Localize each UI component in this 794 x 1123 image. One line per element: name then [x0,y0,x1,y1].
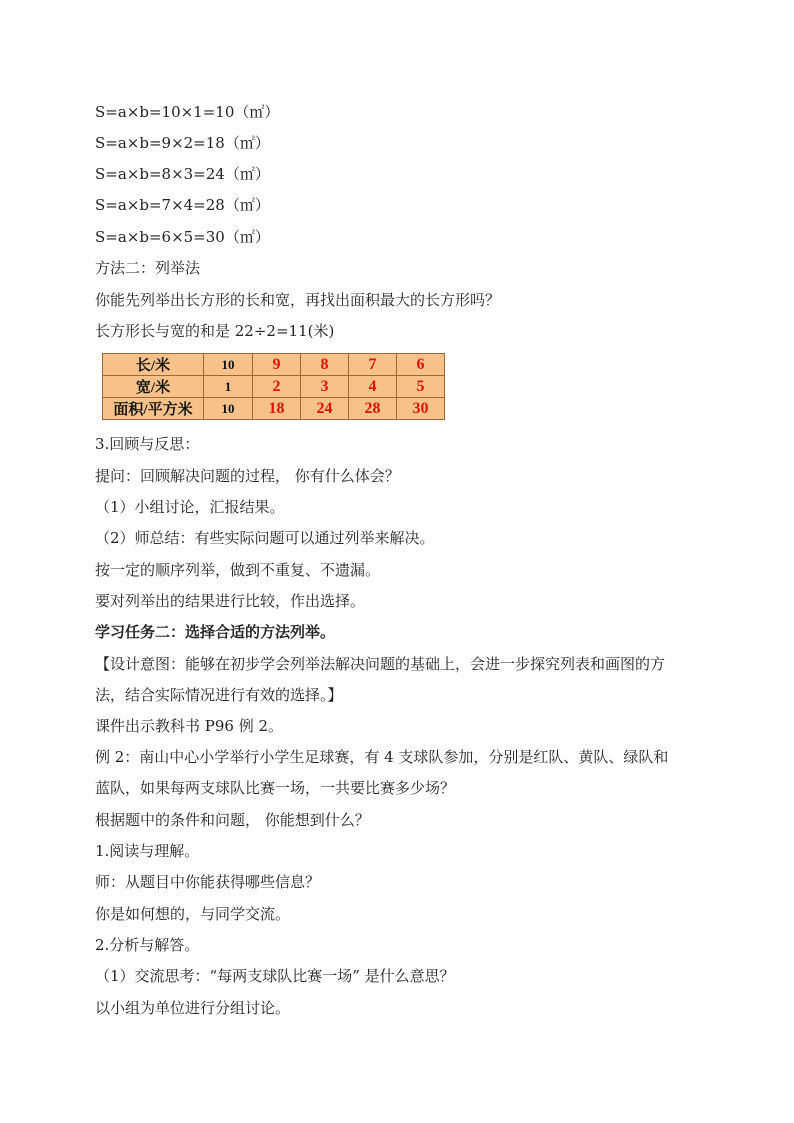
table-cell: 3 [301,376,349,398]
review-item-3: 按一定的顺序列举，做到不重复、不遗漏。 [95,561,381,579]
table-row [103,354,445,376]
design-intent-line-1: 【设计意图：能够在初步学会列举法解决问题的基础上，会进一步探究列表和画图的方 [95,655,666,673]
formula-line-5: S=a×b=6×5=30（㎡） [95,228,270,246]
formula-line-1: S=a×b=10×1=10（㎡） [95,103,280,121]
table-cell: 30 [397,398,445,420]
table-cell: 5 [397,376,445,398]
group-discuss: 以小组为单位进行分组讨论。 [95,999,291,1017]
question-list: 你能先列举出长方形的长和宽，再找出面积最大的长方形吗？ [95,291,501,309]
table-cell: 4 [349,376,397,398]
review-item-4: 要对列举出的结果进行比较，作出选择。 [95,592,366,610]
teacher-question: 师：从题目中你能获得哪些信息？ [95,873,321,891]
row-label: 面积/平方米 [103,398,204,420]
row-label: 长/米 [103,354,204,376]
review-item-1: （1）小组讨论，汇报结果。 [95,498,285,516]
table-cell: 8 [301,354,349,376]
review-item-2: （2）师总结：有些实际问题可以通过列举来解决。 [95,529,435,547]
method2-title: 方法二：列举法 [95,259,201,277]
example-line-1: 例 2：南山中心小学举行小学生足球赛，有 4 支球队参加，分别是红队、黄队、绿队和 [95,748,669,766]
table-cell: 1 [204,376,253,398]
table-cell: 24 [301,398,349,420]
table-cell: 28 [349,398,397,420]
table-cell: 7 [349,354,397,376]
table-row [103,376,445,398]
design-intent-line-2: 法，结合实际情况进行有效的选择。】 [95,686,343,704]
formula-line-2: S=a×b=9×2=18（㎡） [95,134,270,152]
table-cell: 9 [253,354,301,376]
review-question: 提问：回顾解决问题的过程， 你有什么体会？ [95,467,400,485]
table-cell: 10 [204,398,253,420]
table-row [103,398,445,420]
analyze-title: 2.分析与解答。 [95,936,200,954]
courseware-line: 课件出示教科书 P96 例 2。 [95,717,284,735]
think-question: 根据题中的条件和问题， 你能想到什么？ [95,811,370,829]
table-cell: 2 [253,376,301,398]
task2-title: 学习任务二：选择合适的方法列举。 [95,623,336,641]
review-title: 3.回顾与反思： [95,435,200,453]
example-line-2: 蓝队，如果每两支球队比赛一场，一共要比赛多少场？ [95,779,456,797]
how-think-line: 你是如何想的，与同学交流。 [95,905,291,923]
length-width-area-table [102,353,445,420]
read-title: 1.阅读与理解。 [95,842,200,860]
table-cell: 10 [204,354,253,376]
table-cell: 18 [253,398,301,420]
formula-line-4: S=a×b=7×4=28（㎡） [95,196,270,214]
discuss-question: （1）交流思考：“每两支球队比赛一场” 是什么意思？ [95,967,455,985]
sum-line: 长方形长与宽的和是 22÷2=11(米) [95,322,335,340]
row-label: 宽/米 [103,376,204,398]
table-cell: 6 [397,354,445,376]
formula-line-3: S=a×b=8×3=24（㎡） [95,165,270,183]
